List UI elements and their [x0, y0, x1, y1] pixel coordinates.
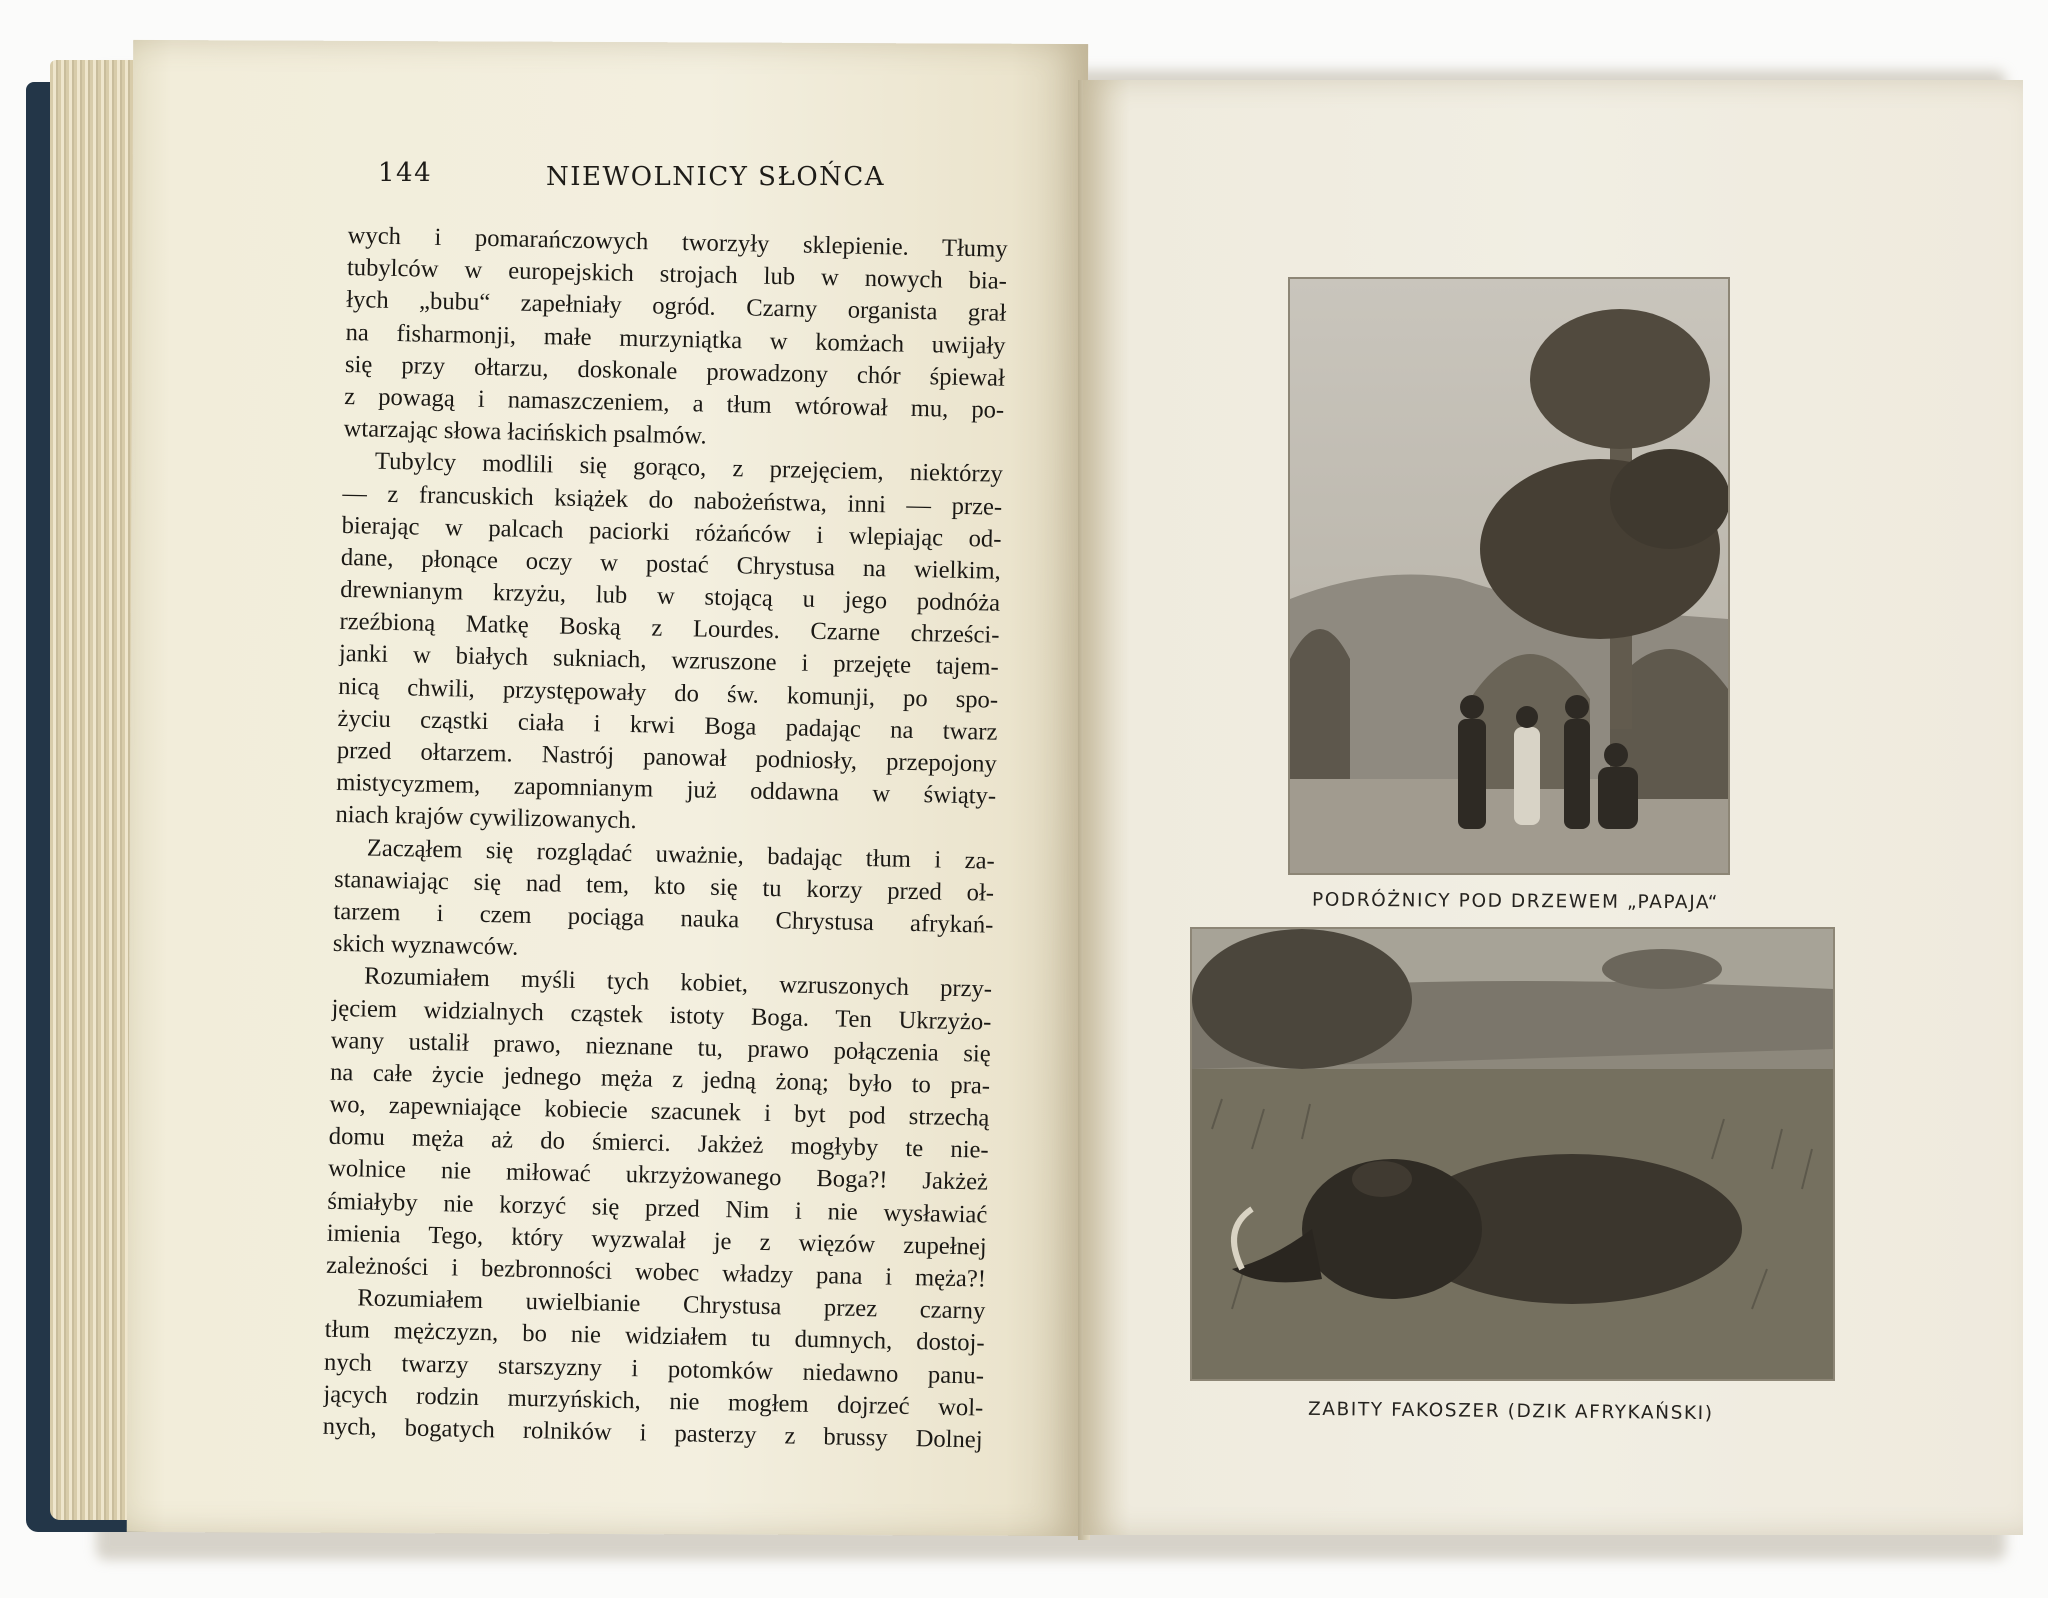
text-line: Zacząłem się rozglądać uważnie, badając tłum i za-	[366, 834, 996, 875]
running-title: NIEWOLNICY SŁOŃCA	[546, 162, 886, 192]
photo-warthog	[1192, 929, 1833, 1379]
text-line: bierając w palcach paciorki różańców i wlepiając od-	[341, 511, 1002, 553]
text-line: domu męża aż do śmierci. Jakżeż mogłyby te nie-	[328, 1123, 989, 1164]
text-line: tubylców w europejskich strojach lub w nowych bia-	[346, 254, 1008, 295]
text-line: się przy ołtarzu, doskonale prowadzony chór śpiewał	[344, 350, 1006, 392]
text-line: nych, bogatych rolników i pasterzy z brussy Dolnej	[322, 1412, 983, 1454]
text-line: janki w białych sukniach, wzruszone i przejęte tajem-	[338, 640, 1000, 682]
photo-travellers-papaya-image	[1290, 279, 1728, 873]
text-line: stanawiając się nad tem, kto się tu korzy przed oł-	[333, 865, 995, 907]
text-line: dane, płonące oczy w postać Chrystusa na wielkim,	[340, 543, 1002, 585]
text-line: imienia Tego, który wyzwalał je z więzów zupełnej	[326, 1219, 987, 1261]
text-line: z powagą i namaszczeniem, a tłum wtórował mu, po-	[344, 382, 1005, 424]
text-line: skich wyznawców.	[332, 929, 519, 961]
text-line: przed ołtarzem. Nastrój panował podniosły, przepojony	[336, 736, 998, 778]
caption-top-photo: PODRÓŻNICY POD DRZEWEM „PAPAJA“	[1311, 889, 1720, 914]
text-line: Rozumiałem myśli tych kobiet, wzruszonych przy-	[363, 962, 993, 1003]
text-line: śmiałyby nie korzyć się przed Nim i nie wysławiać	[327, 1187, 988, 1229]
body-text	[322, 220, 1008, 1454]
text-line: wolnice nie miłować ukrzyżowanego Boga?! Jakżeż	[327, 1155, 989, 1197]
text-line: na fisharmonji, małe murzyniątka w komżach uwijały	[345, 318, 1006, 360]
text-line: mistycyzmem, zapomnianym już oddawna w świąty-	[335, 769, 997, 810]
text-line: wych i pomarańczowych tworzyły sklepienie. Tłumy	[347, 221, 1008, 263]
text-line: wany ustalił prawo, nieznane tu, prawo połączenia się	[330, 1026, 991, 1068]
text-line: tarzem i czem pociąga nauka Chrystusa afrykań-	[333, 897, 994, 939]
photo-travellers-papaya	[1290, 279, 1728, 873]
text-line: zależności i bezbronności wobec władzy pana i męża?!	[325, 1251, 987, 1293]
text-line: jęciem widzialnych cząstek istoty Boga. Ten Ukrzyżo-	[331, 994, 992, 1036]
text-line: Tubylcy modlili się gorąco, z przejęciem, niektórzy	[374, 447, 1004, 489]
text-line: na całe życie jednego męża z jedną żoną; było to pra-	[329, 1058, 991, 1100]
caption-bottom-photo: ZABITY FAKOSZER (DZIK AFRYKAŃSKI)	[1307, 1398, 1714, 1425]
text-line: drewnianym krzyżu, lub w stojącą u jego podnóża	[339, 575, 1001, 617]
text-line: łych „bubu“ zapełniały ogród. Czarny organista grał	[346, 286, 1007, 328]
text-line: Rozumiałem uwielbianie Chrystusa przez czarny	[357, 1284, 986, 1325]
text-line: tłum mężczyzn, bo nie widziałem tu dumnych, dostoj-	[324, 1316, 985, 1357]
text-line: wtarzając słowa łacińskich psalmów.	[343, 415, 707, 450]
text-line: — z francuskich książek do nabożeństwa, inni — prze-	[342, 479, 1003, 521]
text-line: niach krajów cywilizowanych.	[335, 801, 637, 835]
text-line: życiu cząstki ciała i krwi Boga padając na twarz	[337, 704, 998, 746]
text-line: wo, zapewniające kobiecie szacunek i byt pod strzechą	[329, 1090, 990, 1132]
text-line: jących rodzin murzyńskich, nie mogłem dojrzeć wol-	[323, 1380, 984, 1422]
text-line: rzeźbioną Matkę Boską z Lourdes. Czarne chrześci-	[339, 608, 1000, 649]
text-line: nicą chwili, przystępowały do św. komunji, po spo-	[337, 672, 999, 714]
page-number: 144	[378, 158, 433, 188]
text-line: nych twarzy starszyzny i potomków niedawno panu-	[323, 1348, 985, 1390]
photo-warthog-image	[1192, 929, 1833, 1379]
